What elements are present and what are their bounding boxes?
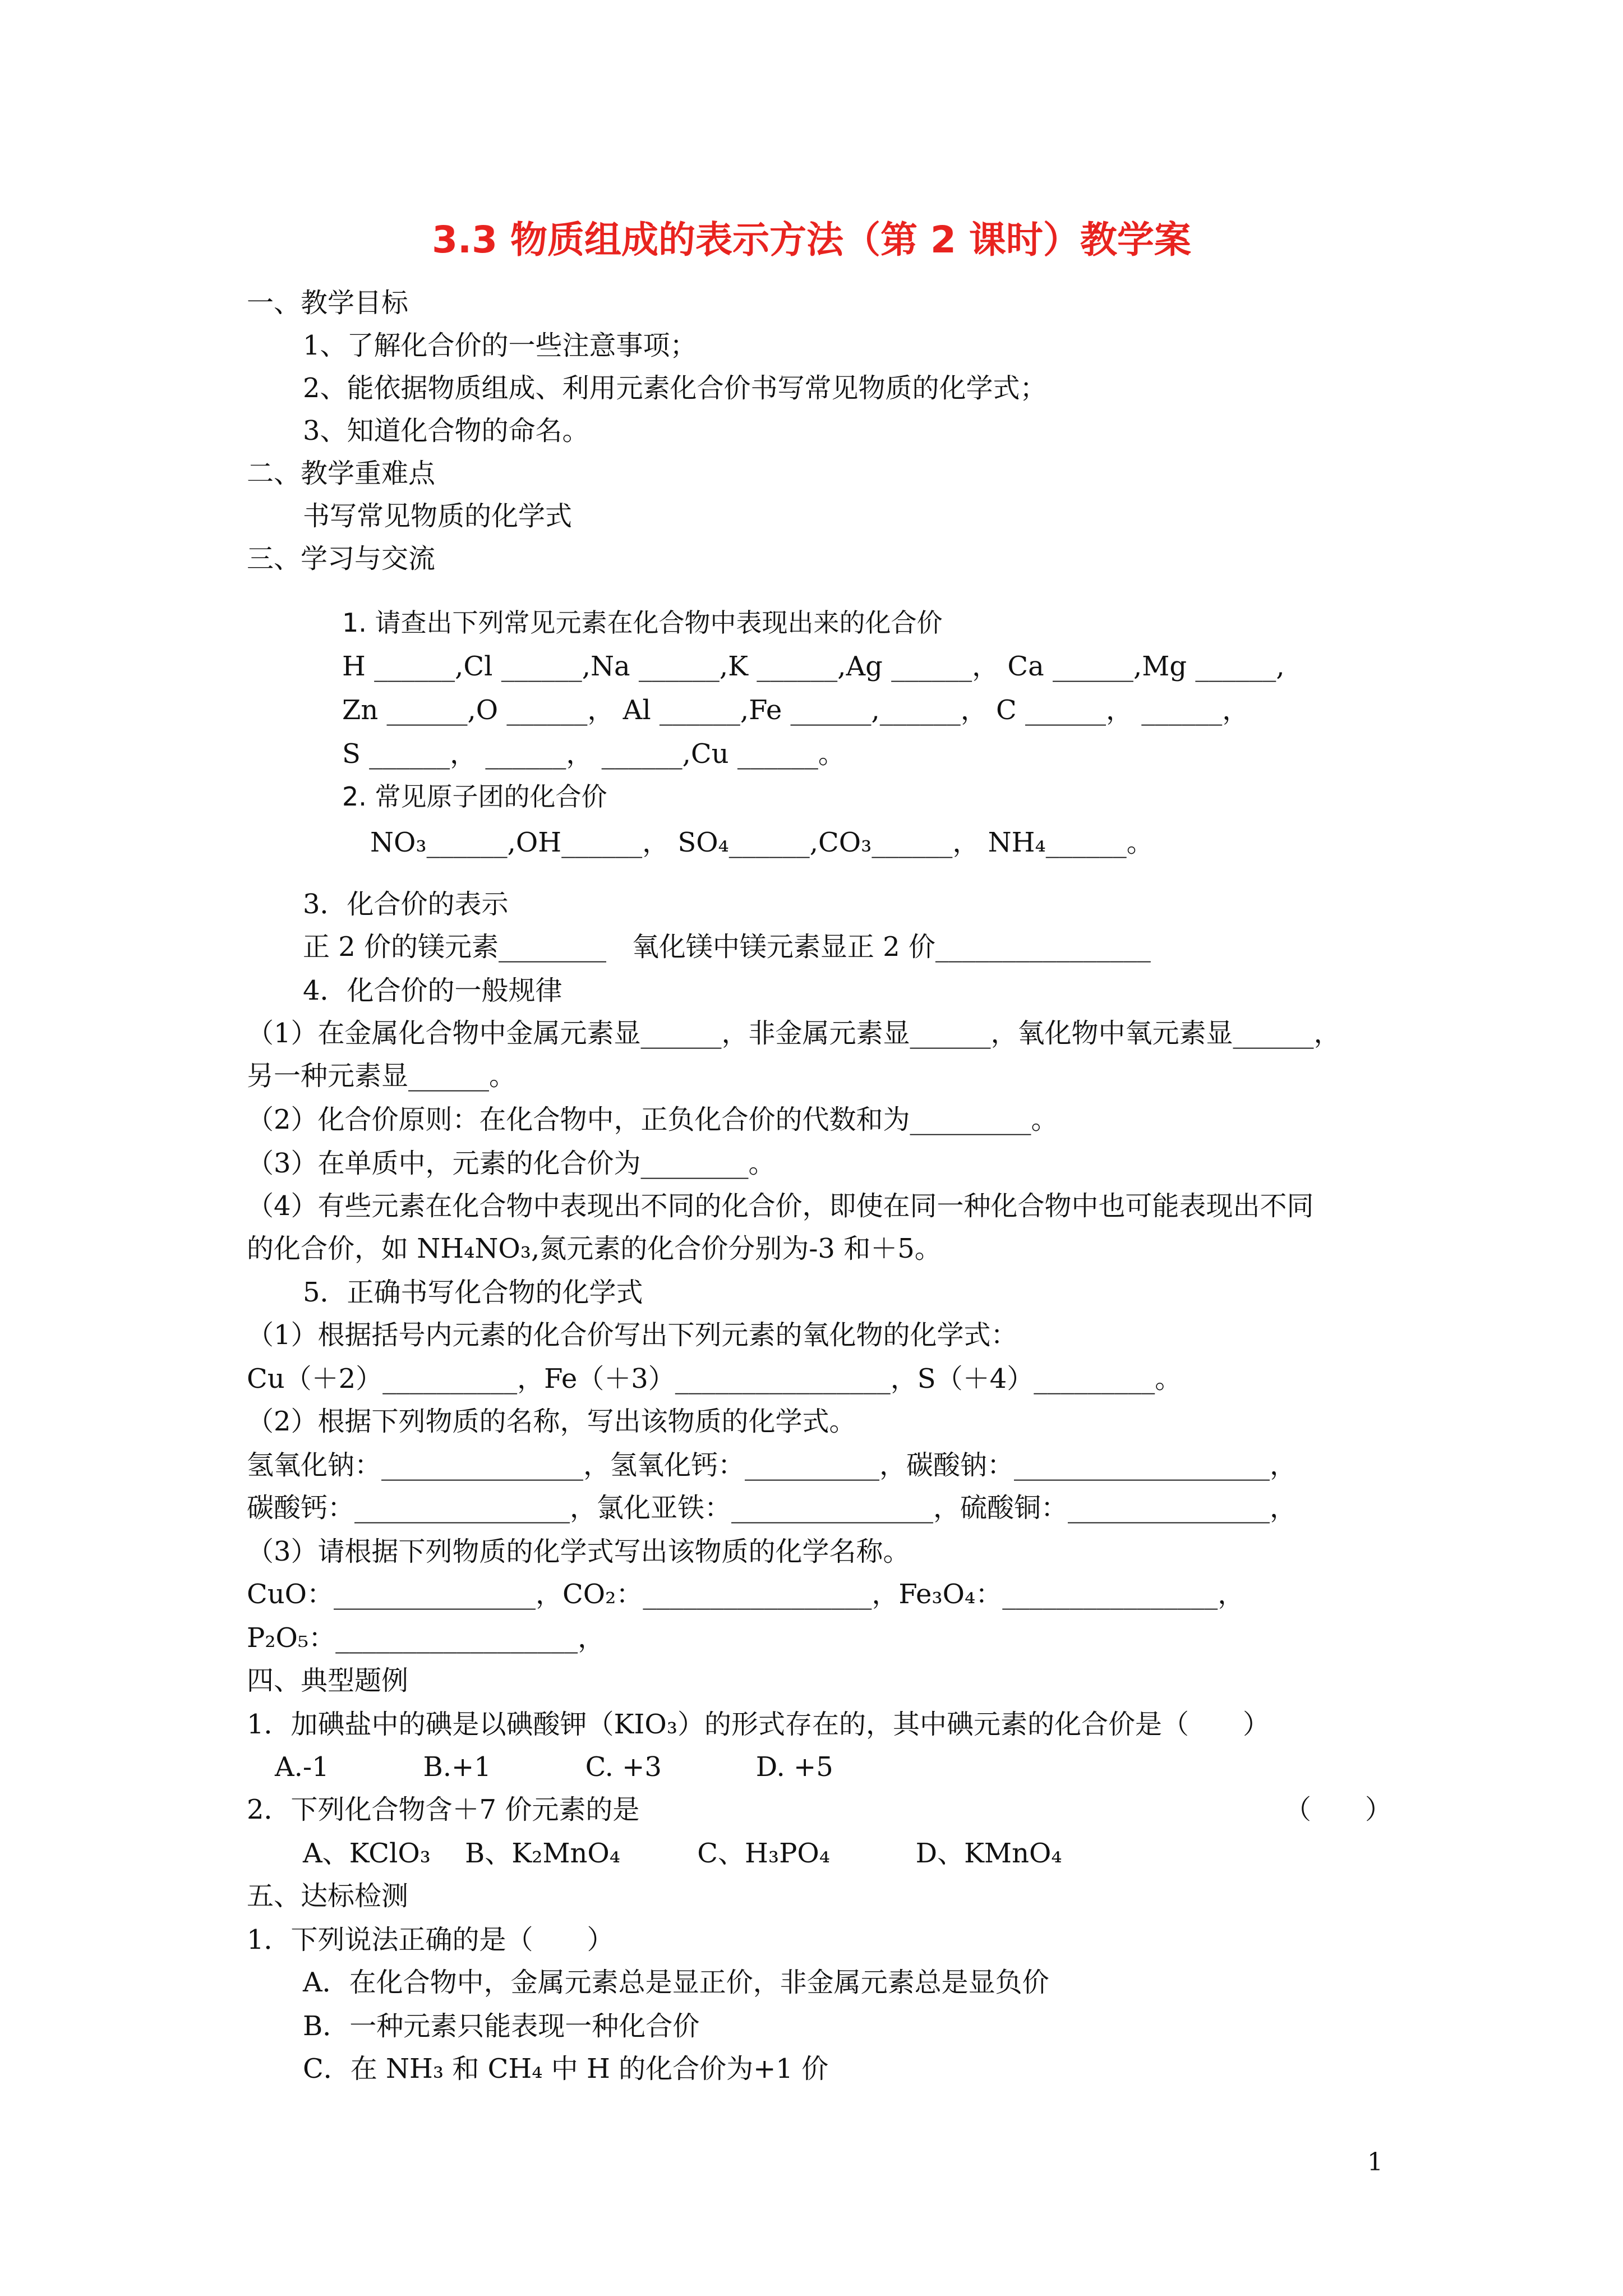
section-heading: 二、教学重难点 <box>247 458 436 489</box>
text-line: 3、知道化合物的命名。 <box>303 415 589 447</box>
text-line: 3．化合价的表示 <box>303 889 509 920</box>
fill-blank-line: （1）在金属化合物中金属元素显______，非金属元素显______，氧化物中氧元素显______， <box>247 1018 1341 1049</box>
fill-blank-line: 氢氧化钠：_______________，氢氧化钙：__________，碳酸钠：___________________， <box>247 1450 1297 1481</box>
fill-blank-line: 碳酸钙：________________，氯化亚铁：_______________，硫酸铜：_______________， <box>247 1492 1297 1524</box>
text-line: （3）请根据下列物质的化学式写出该物质的化学名称。 <box>247 1536 910 1567</box>
fill-blank-line: H ______,Cl ______,Na ______,K ______,Ag ______， Ca ______,Mg ______, <box>342 651 1285 682</box>
text-line: 的化合价，如 NH₄NO₃,氮元素的化合价分别为-3 和＋5。 <box>247 1233 942 1264</box>
answer-options: A、KClO₃ B、K₂MnO₄ C、H₃PO₄ D、KMnO₄ <box>303 1838 1062 1869</box>
text-line: 书写常见物质的化学式 <box>303 500 573 532</box>
fill-blank-line: 正 2 价的镁元素________ 氧化镁中镁元素显正 2 价________________ <box>303 931 1151 963</box>
answer-option: B．一种元素只能表现一种化合价 <box>303 2010 700 2042</box>
page-title: 3.3 物质组成的表示方法（第 2 课时）教学案 <box>432 218 1191 261</box>
fill-blank-line: NO₃______,OH______， SO₄______,CO₃______， NH₄______。 <box>370 827 1154 858</box>
question-text: 1．下列说法正确的是（ ） <box>247 1924 614 1955</box>
question-text: 1．加碘盐中的碘是以碘酸钾（KIO₃）的形式存在的，其中碘元素的化合价是（ ） <box>247 1709 1270 1740</box>
text-line: （1）根据括号内元素的化合价写出下列元素的氧化物的化学式： <box>247 1319 1018 1351</box>
text-line: （2）根据下列物质的名称，写出该物质的化学式。 <box>247 1406 856 1437</box>
text-line: 2. 常见原子团的化合价 <box>342 781 607 812</box>
fill-blank-line: （3）在单质中，元素的化合价为________。 <box>247 1148 776 1179</box>
section-heading: 三、学习与交流 <box>247 543 436 574</box>
text-line: 5．正确书写化合物的化学式 <box>303 1277 643 1308</box>
section-heading: 一、教学目标 <box>247 287 409 319</box>
fill-blank-line: 另一种元素显______。 <box>247 1060 517 1092</box>
text-line: （4）有些元素在化合物中表现出不同的化合价，即使在同一种化合物中也可能表现出不同 <box>247 1190 1314 1222</box>
page-number: 1 <box>1367 2148 1383 2177</box>
answer-options: A.-1 B.+1 C. +3 D. +5 <box>275 1751 833 1783</box>
fill-blank-line: P₂O₅：__________________， <box>247 1622 605 1654</box>
fill-blank-line: （2）化合价原则：在化合物中，正负化合价的代数和为_________。 <box>247 1104 1058 1135</box>
text-line: 2、能依据物质组成、利用元素化合价书写常见物质的化学式； <box>303 372 1047 404</box>
fill-blank-line: CuO：_______________，CO₂：_________________，Fe₃O₄：________________， <box>247 1579 1245 1610</box>
fill-blank-line: Zn ______,O ______， Al ______,Fe ______,______， C ______， ______， <box>342 694 1249 726</box>
question-text: 2．下列化合物含＋7 价元素的是 <box>247 1794 640 1825</box>
fill-blank-line: Cu（＋2）__________，Fe（＋3）________________，S（＋4）_________。 <box>247 1363 1182 1395</box>
text-line: 4．化合价的一般规律 <box>303 975 562 1006</box>
answer-option: C．在 NH₃ 和 CH₄ 中 H 的化合价为+1 价 <box>303 2053 829 2085</box>
fill-blank-line: S ______， ______， ______,Cu ______。 <box>342 738 845 770</box>
answer-option: A．在化合物中，金属元素总是显正价，非金属元素总是显负价 <box>303 1967 1049 1998</box>
answer-bracket: （ ） <box>1284 1794 1393 1825</box>
section-heading: 四、典型题例 <box>247 1665 409 1696</box>
text-line: 1. 请查出下列常见元素在化合物中表现出来的化合价 <box>342 608 943 638</box>
text-line: 1、了解化合价的一些注意事项； <box>303 330 697 361</box>
section-heading: 五、达标检测 <box>247 1880 409 1912</box>
